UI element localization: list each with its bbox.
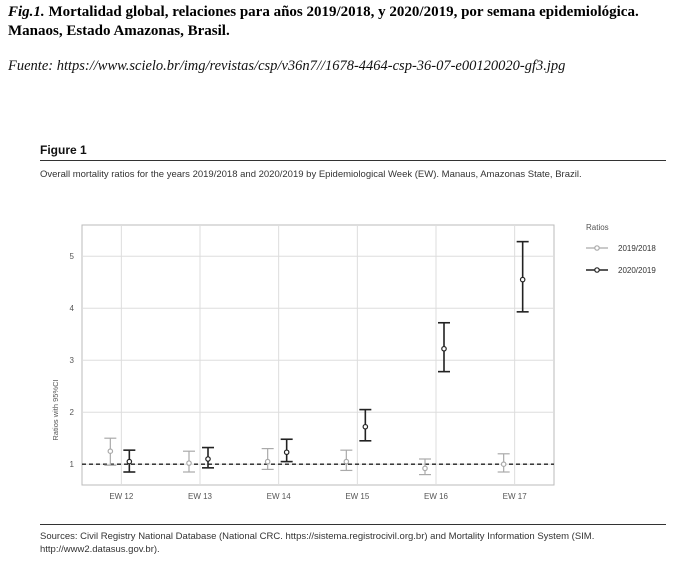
data-point <box>127 459 131 463</box>
figure-title: Figure 1 <box>40 143 87 157</box>
sources-rule <box>40 524 666 525</box>
y-tick-label: 4 <box>69 304 74 314</box>
x-tick-label: EW 15 <box>345 492 370 501</box>
x-tick-label: EW 12 <box>109 492 134 501</box>
figure-description: Overall mortality ratios for the years 2019/2018 and 2020/2019 by Epidemiological Week (EW). Manaus, Amazonas State, Brazil. <box>40 169 582 180</box>
data-point <box>363 425 367 429</box>
y-axis-label: Ratios with 95%CI <box>51 379 60 441</box>
caption-label: Fig.1. <box>8 4 45 20</box>
data-point <box>265 459 269 463</box>
legend-swatch-point <box>595 268 599 272</box>
y-tick-label: 2 <box>69 408 74 418</box>
data-point <box>442 347 446 351</box>
x-tick-label: EW 14 <box>266 492 291 501</box>
title-rule <box>40 160 666 161</box>
data-point <box>206 457 210 461</box>
legend-title: Ratios <box>586 223 609 232</box>
data-point <box>344 459 348 463</box>
legend-label: 2020/2019 <box>618 266 656 275</box>
data-point <box>108 449 112 453</box>
y-tick-label: 1 <box>69 460 74 470</box>
caption-text: Mortalidad global, relaciones para años 2019/2018, y 2020/2019, por semana epidemiológica. Manaos, Estado Amazonas, Brasil. <box>8 4 639 39</box>
data-point <box>187 461 191 465</box>
y-tick-label: 3 <box>69 356 74 366</box>
mortality-ratio-chart <box>30 205 670 505</box>
source-url: Fuente: https://www.scielo.br/img/revistas/csp/v36n7//1678-4464-csp-36-07-e00120020-gf3.jpg <box>8 58 566 74</box>
figure-caption <box>8 3 668 41</box>
plot-frame <box>82 225 554 485</box>
data-point <box>520 277 524 281</box>
legend-label: 2019/2018 <box>618 244 656 253</box>
data-point <box>423 466 427 470</box>
legend-swatch-point <box>595 246 599 250</box>
data-point <box>501 462 505 466</box>
x-tick-label: EW 17 <box>502 492 527 501</box>
y-tick-label: 5 <box>69 252 74 262</box>
x-tick-label: EW 13 <box>187 492 213 501</box>
x-tick-label: EW 16 <box>423 492 449 501</box>
figure-sources: Sources: Civil Registry National Database (National CRC. https://sistema.registrocivil.org.br) and Mortality Information System (SIM. http://www2.datasus.gov.br). <box>40 531 595 555</box>
data-point <box>284 450 288 454</box>
